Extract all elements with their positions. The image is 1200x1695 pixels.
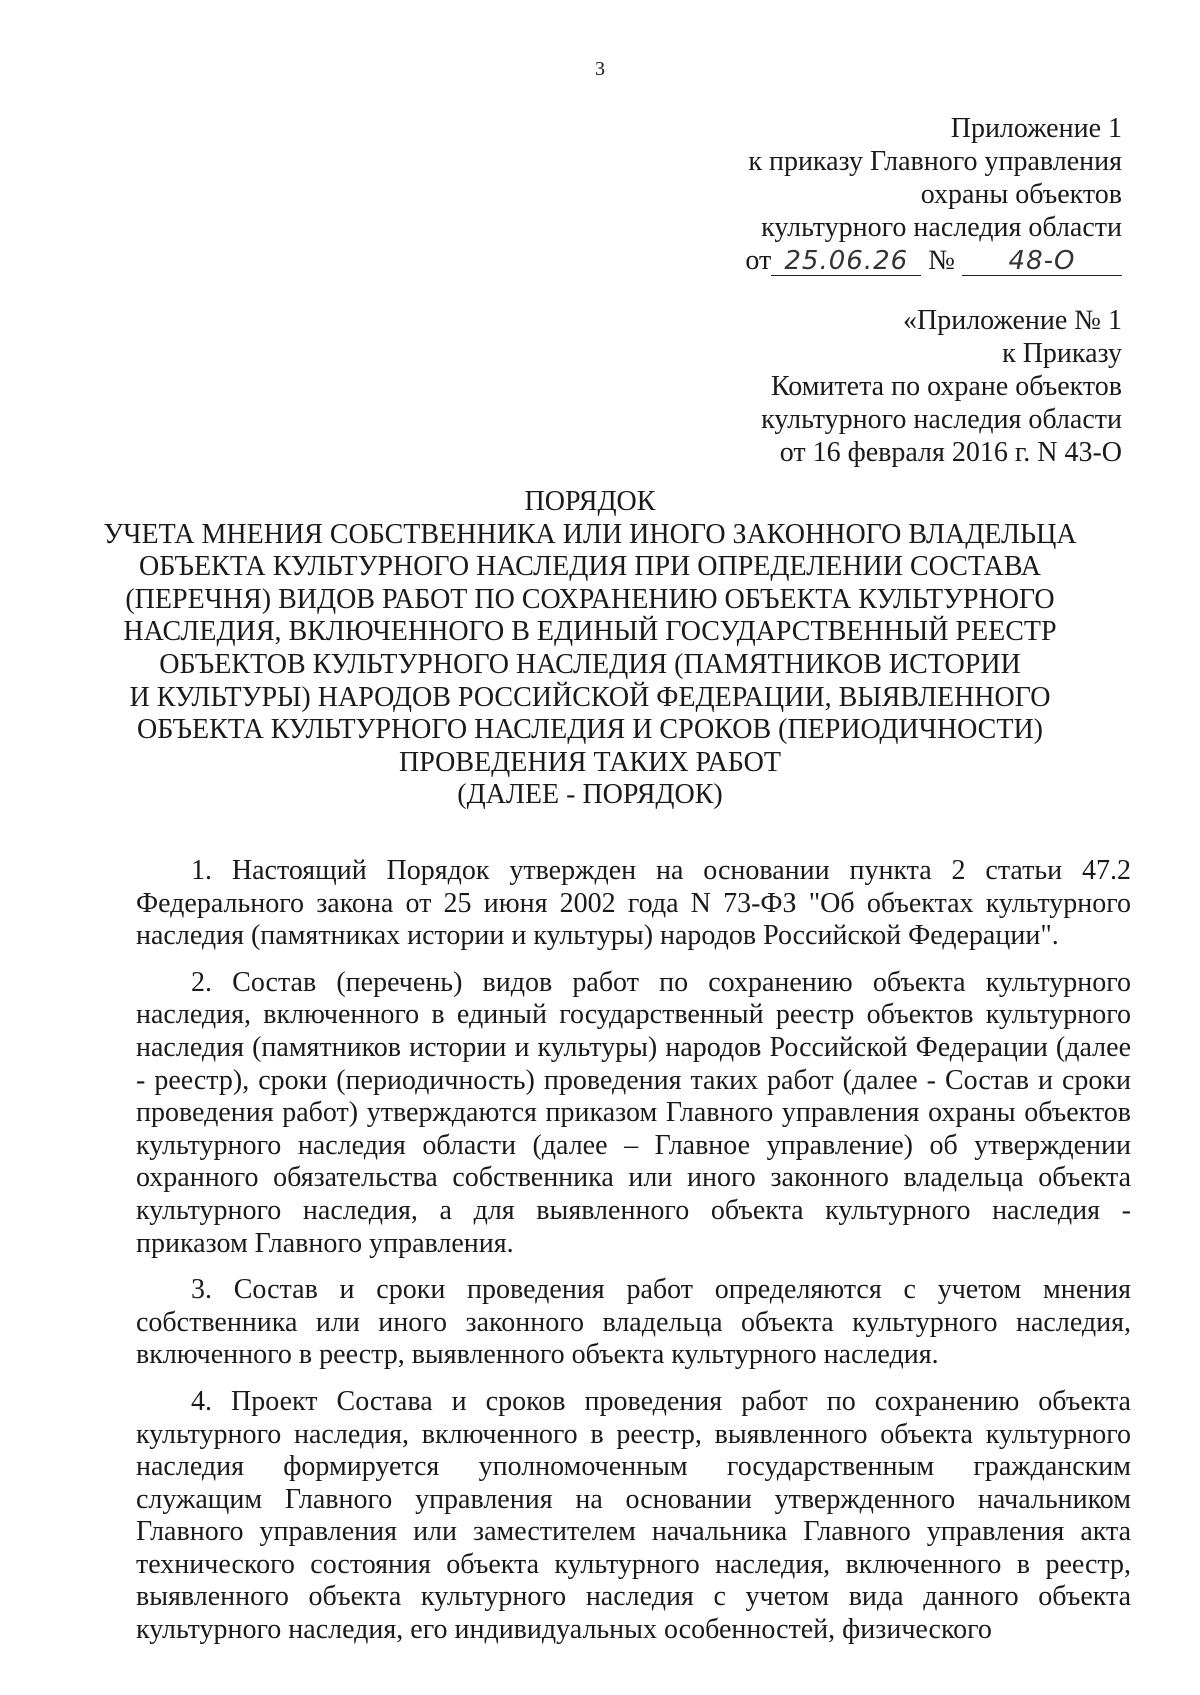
appendix-line: охраны объектов — [920, 179, 1122, 210]
paragraph-3: 3. Состав и сроки проведения работ определяются с учетом мнения собственника или иного законного владельца объекта культурного наследия, включенного в реестр, выявленного объекта культурного наследия. — [136, 1274, 1131, 1371]
handwritten-date: 25.06.26 — [771, 247, 921, 276]
title-line: И КУЛЬТУРЫ) НАРОДОВ РОССИЙСКОЙ ФЕДЕРАЦИИ, ВЫЯВЛЕННОГО — [129, 681, 1051, 713]
paragraph-4: 4. Проект Состава и сроков проведения работ по сохранению объекта культурного наследия, включенного в реестр, выявленного объекта культурного наследия формируется уполномоченным государственным гражданским служащим Главного управления на основании утвержденного начальником Главного управления или заместителем начальника Главного управления акта технического состояния объекта культурного наследия, включенного в реестр, выявленного объекта культурного наследия с учетом вида данного объекта культурного наследия, его индивидуальных особенностей, физического — [136, 1385, 1131, 1646]
appendix-line: «Приложение № 1 — [903, 305, 1122, 336]
appendix-line: культурного наследия области — [761, 212, 1122, 243]
appendix-line: к Приказу — [1002, 338, 1122, 369]
title-line: ОБЪЕКТА КУЛЬТУРНОГО НАСЛЕДИЯ ПРИ ОПРЕДЕЛЕНИИ СОСТАВА — [139, 551, 1041, 583]
title-line: (ПЕРЕЧНЯ) ВИДОВ РАБОТ ПО СОХРАНЕНИЮ ОБЪЕКТА КУЛЬТУРНОГО — [125, 583, 1055, 615]
appendix-header-original — [761, 304, 1122, 469]
appendix-line: культурного наследия области — [761, 404, 1122, 435]
order-date-number-line — [745, 244, 1122, 277]
appendix-line: Приложение 1 — [950, 113, 1122, 144]
appendix-header-current — [745, 112, 1122, 277]
title-line: (ДАЛЕЕ - ПОРЯДОК) — [457, 779, 723, 811]
date-prefix: от — [745, 245, 772, 276]
title-line: НАСЛЕДИЯ, ВКЛЮЧЕННОГО В ЕДИНЫЙ ГОСУДАРСТВЕННЫЙ РЕЕСТР — [123, 616, 1057, 648]
handwritten-number: 48-О — [962, 247, 1122, 276]
paragraph-2: 2. Состав (перечень) видов работ по сохранению объекта культурного наследия, включенного в единый государственный реестр объектов культурного наследия (памятников истории и культуры) народов Российской Федерации (далее - реестр), сроки (периодичность) проведения таких работ (далее - Состав и сроки проведения работ) утверждаются приказом Главного управления охраны объектов культурного наследия области (далее – Главное управление) об утверждении охранного обязательства собственника или иного законного владельца объекта культурного наследия, а для выявленного объекта культурного наследия - приказом Главного управления. — [136, 966, 1131, 1259]
paragraph-1: 1. Настоящий Порядок утвержден на основании пункта 2 статьи 47.2 Федерального закона от 25 июня 2002 года N 73-ФЗ "Об объектах культурного наследия (памятниках истории и культуры) народов Российской Федерации". — [136, 855, 1131, 952]
title-line: ПРОВЕДЕНИЯ ТАКИХ РАБОТ — [399, 746, 781, 778]
document-body — [136, 855, 1131, 1661]
appendix-line: к приказу Главного управления — [748, 146, 1122, 177]
page-number: 3 — [595, 58, 605, 80]
title-line: ОБЪЕКТОВ КУЛЬТУРНОГО НАСЛЕДИЯ (ПАМЯТНИКОВ ИСТОРИИ — [159, 648, 1021, 680]
appendix-line: Комитета по охране объектов — [770, 371, 1122, 402]
title-line: ОБЪЕКТА КУЛЬТУРНОГО НАСЛЕДИЯ И СРОКОВ (ПЕРИОДИЧНОСТИ) — [136, 714, 1044, 746]
title-line: ПОРЯДОК — [524, 486, 656, 517]
document-title — [90, 486, 1090, 812]
number-prefix: № — [928, 245, 955, 276]
appendix-line: от 16 февраля 2016 г. N 43-О — [779, 437, 1122, 468]
title-line: УЧЕТА МНЕНИЯ СОБСТВЕННИКА ИЛИ ИНОГО ЗАКОННОГО ВЛАДЕЛЬЦА — [103, 518, 1077, 550]
